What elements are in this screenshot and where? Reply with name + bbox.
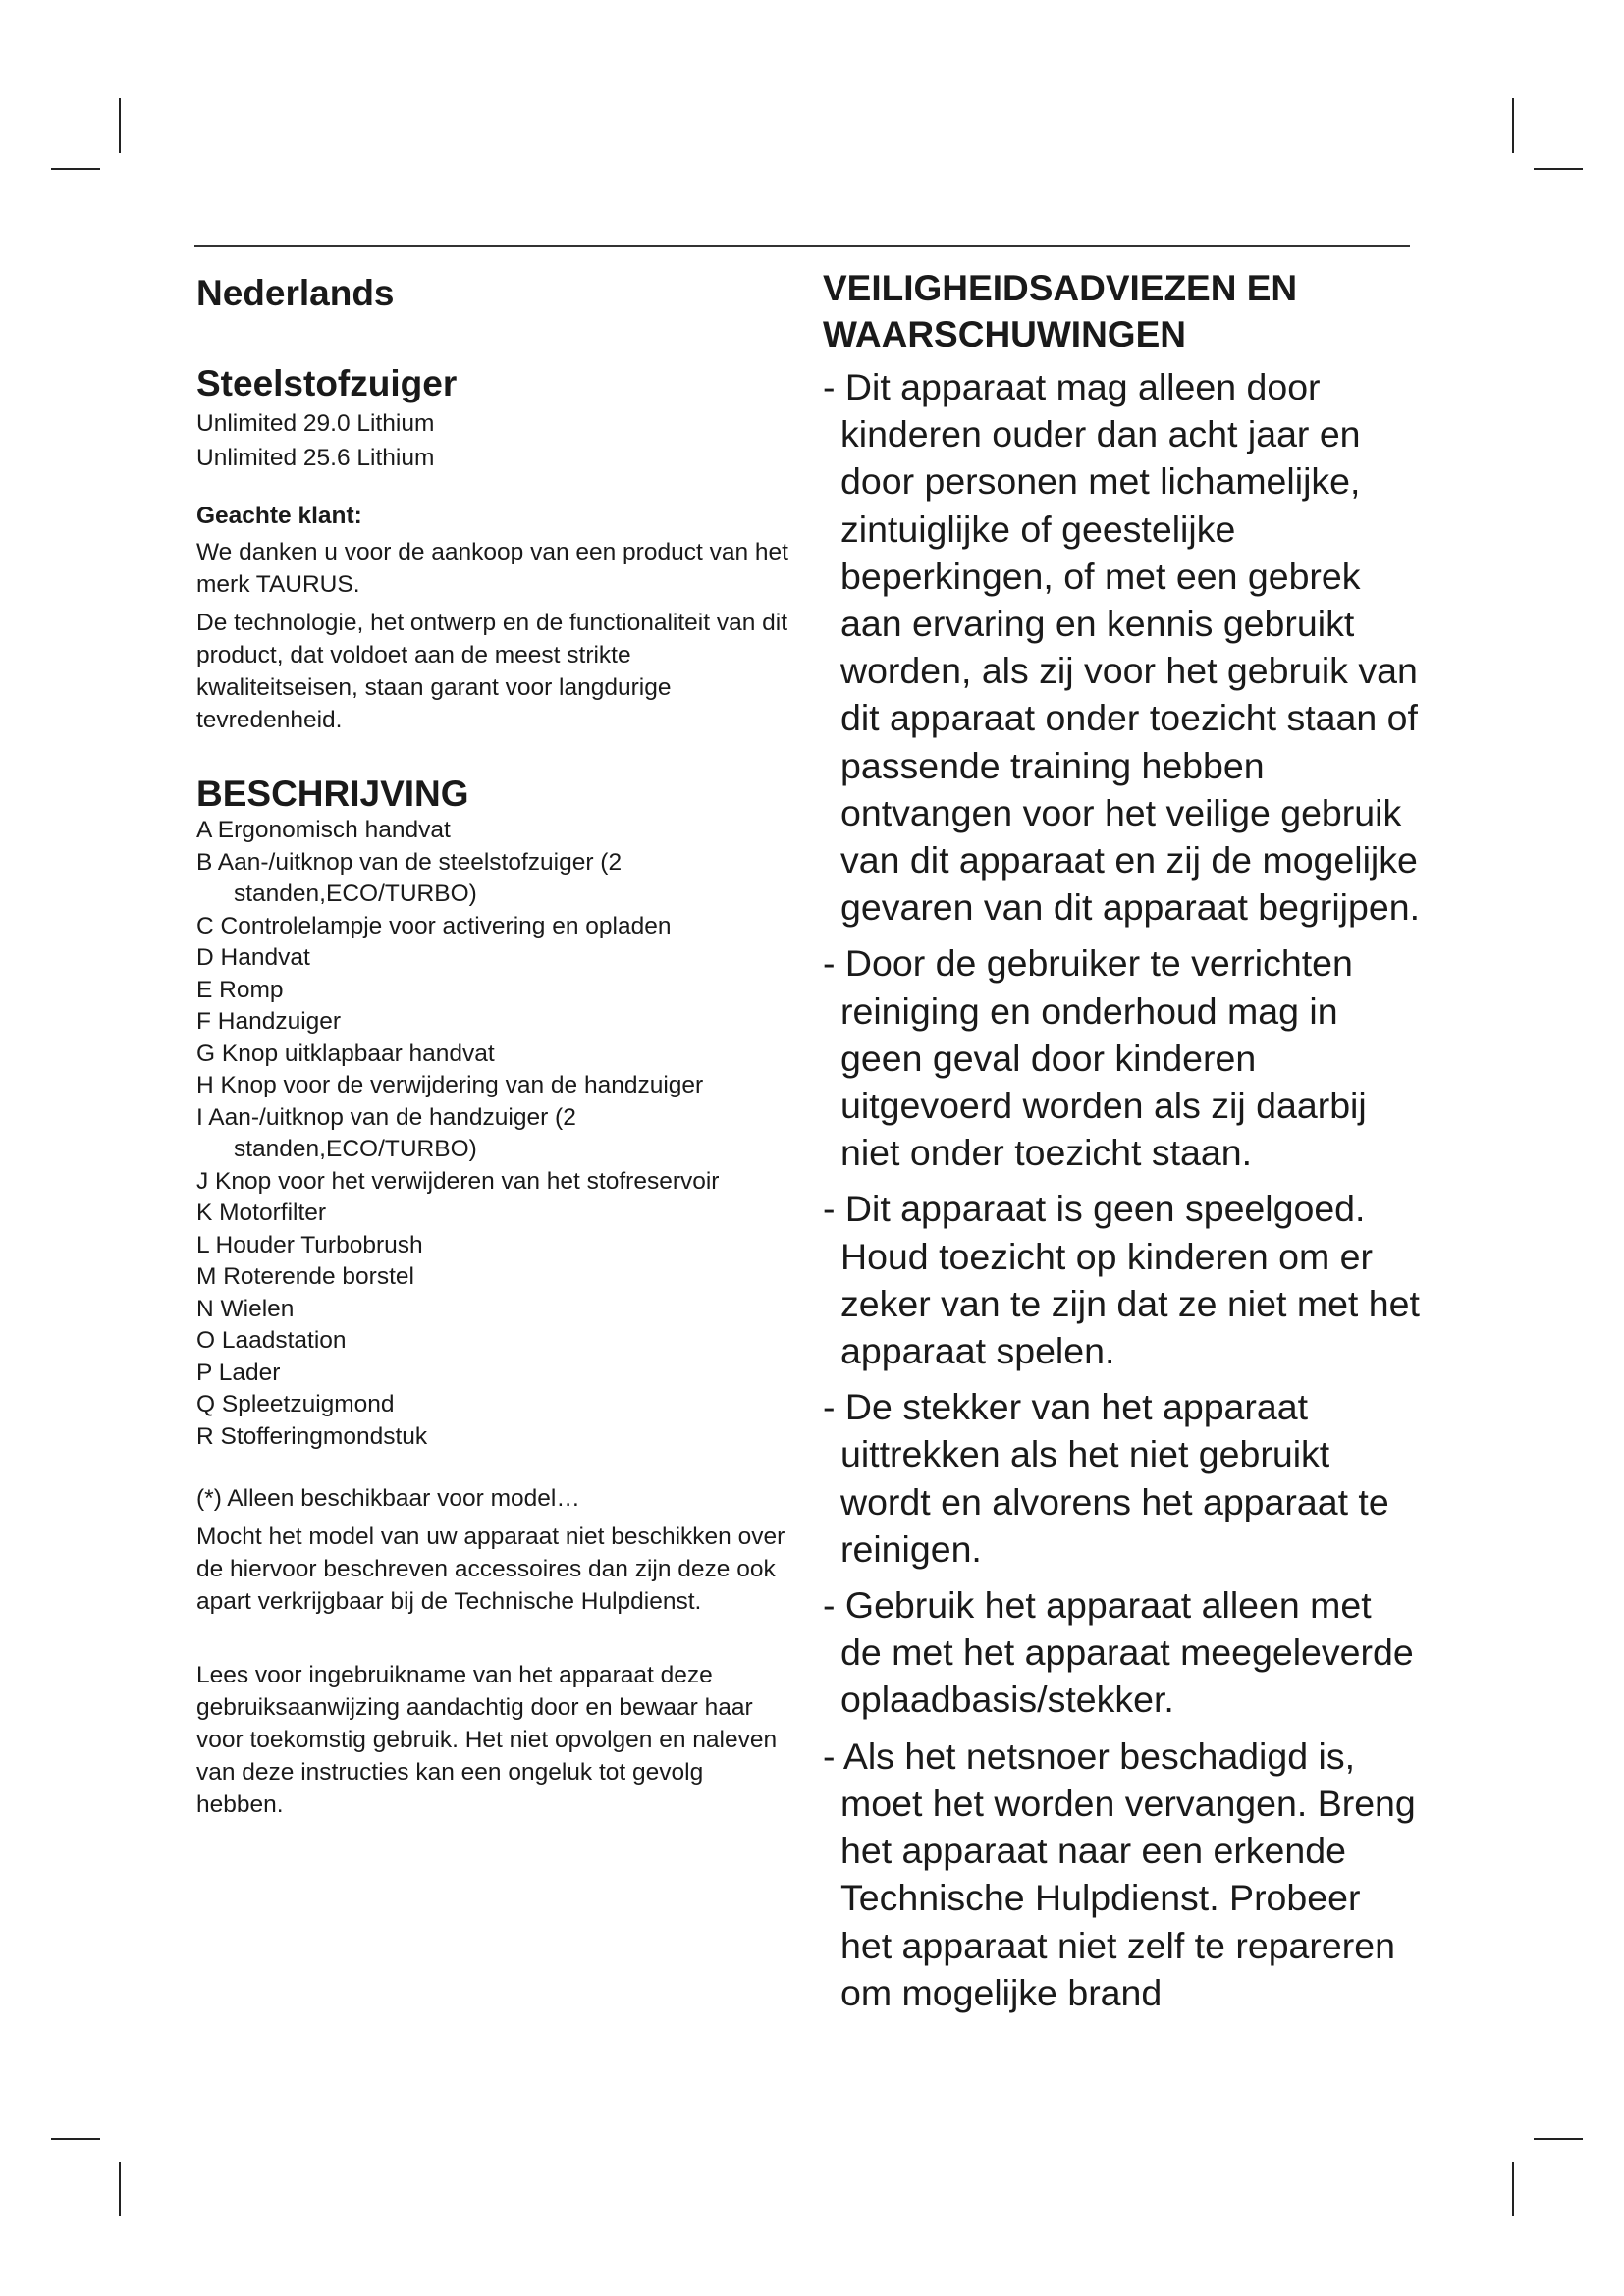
intro-paragraph: De technologie, het ontwerp en de functionaliteit van dit product, dat voldoet aan de meest strikte kwaliteitseisen, staan garant voor langdurige tevredenheid.: [196, 610, 788, 733]
description-heading: BESCHRIJVING: [196, 774, 469, 814]
header-rule: [194, 245, 1410, 247]
model-name: Unlimited 29.0 Lithium: [196, 410, 435, 437]
left-column: [196, 257, 795, 1827]
warning-item: - Dit apparaat mag alleen door kinderen ouder dan acht jaar en door personen met lichamelijke, zintuiglijke of geestelijke beperkingen, of met een gebrek aan ervaring en kennis gebruikt worden, als zij voor het gebruik van dit apparaat onder toezicht staan of passende training hebben ontvangen voor het veilige gebruik van dit apparaat en zij de mogelijke gevaren van dit apparaat begrijpen.: [823, 366, 1421, 929]
crop-mark-bottom-right: [1512, 2162, 1514, 2216]
language-heading: Nederlands: [196, 273, 395, 313]
list-item: Q Spleetzuigmond: [196, 1391, 395, 1417]
list-item: E Romp: [196, 976, 284, 1003]
crop-mark-bottom-left: [51, 2138, 100, 2140]
warning-item: - Als het netsnoer beschadigd is, moet het worden vervangen. Breng het apparaat naar een erkende Technische Hulpdienst. Probeer het apparaat niet zelf te repareren om mogelijke brand: [823, 1735, 1416, 2013]
list-item: B Aan-/uitknop van de steelstofzuiger (2 standen,ECO/TURBO): [196, 848, 623, 907]
list-item: J Knop voor het verwijderen van het stofreservoir: [196, 1167, 720, 1195]
parts-list: [196, 815, 795, 1453]
list-item: H Knop voor de verwijdering van de handzuiger: [196, 1072, 704, 1098]
right-column: [823, 257, 1422, 2025]
list-item: C Controlelampje voor activering en opladen: [196, 912, 672, 939]
intro-paragraph: We danken u voor de aankoop van een product van het merk TAURUS.: [196, 539, 788, 598]
list-item: I Aan-/uitknop van de handzuiger (2 standen,ECO/TURBO): [196, 1103, 576, 1162]
list-item: F Handzuiger: [196, 1008, 342, 1035]
warning-item: - De stekker van het apparaat uittrekken als het niet gebruikt wordt en alvorens het apparaat te reinigen.: [823, 1386, 1389, 1570]
greeting-heading: Geachte klant:: [196, 503, 362, 529]
warnings-list: [823, 363, 1422, 2016]
read-instructions-paragraph: Lees voor ingebruikname van het apparaat deze gebruiksaanwijzing aandachtig door en bewaar haar voor toekomstig gebruik. Het niet opvolgen en naleven van deze instructies kan een ongeluk tot gevolg hebben.: [196, 1662, 778, 1818]
crop-mark-top-left: [119, 98, 121, 153]
safety-heading: VEILIGHEIDSADVIEZEN EN WAARSCHUWINGEN: [823, 268, 1298, 354]
warning-item: - Dit apparaat is geen speelgoed. Houd toezicht op kinderen om er zeker van te zijn dat ze niet met het apparaat spelen.: [823, 1188, 1420, 1372]
accessories-paragraph: Mocht het model van uw apparaat niet beschikken over de hiervoor beschreven accessoires dan zijn deze ook apart verkrijgbaar bij de Technische Hulpdienst.: [196, 1523, 785, 1615]
model-note: (*) Alleen beschikbaar voor model…: [196, 1485, 580, 1512]
model-name: Unlimited 25.6 Lithium: [196, 445, 435, 471]
list-item: D Handvat: [196, 944, 310, 971]
product-title: Steelstofzuiger: [196, 363, 458, 403]
list-item: L Houder Turbobrush: [196, 1231, 423, 1258]
list-item: G Knop uitklapbaar handvat: [196, 1040, 495, 1067]
crop-mark-bottom-left: [119, 2162, 121, 2216]
crop-mark-top-right: [1512, 98, 1514, 153]
list-item: K Motorfilter: [196, 1200, 327, 1226]
warning-item: - Gebruik het apparaat alleen met de met het apparaat meegeleverde oplaadbasis/stekker.: [823, 1584, 1414, 1721]
list-item: O Laadstation: [196, 1327, 347, 1354]
list-item: A Ergonomisch handvat: [196, 817, 451, 843]
list-item: M Roterende borstel: [196, 1263, 414, 1290]
list-item: R Stofferingmondstuk: [196, 1422, 428, 1450]
list-item: N Wielen: [196, 1295, 295, 1322]
crop-mark-bottom-right: [1534, 2138, 1583, 2140]
warning-item: - Door de gebruiker te verrichten reiniging en onderhoud mag in geen geval door kinderen uitgevoerd worden als zij daarbij niet onder toezicht staan.: [823, 942, 1367, 1174]
crop-mark-top-right: [1534, 168, 1583, 170]
list-item: P Lader: [196, 1359, 281, 1386]
crop-mark-top-left: [51, 168, 100, 170]
